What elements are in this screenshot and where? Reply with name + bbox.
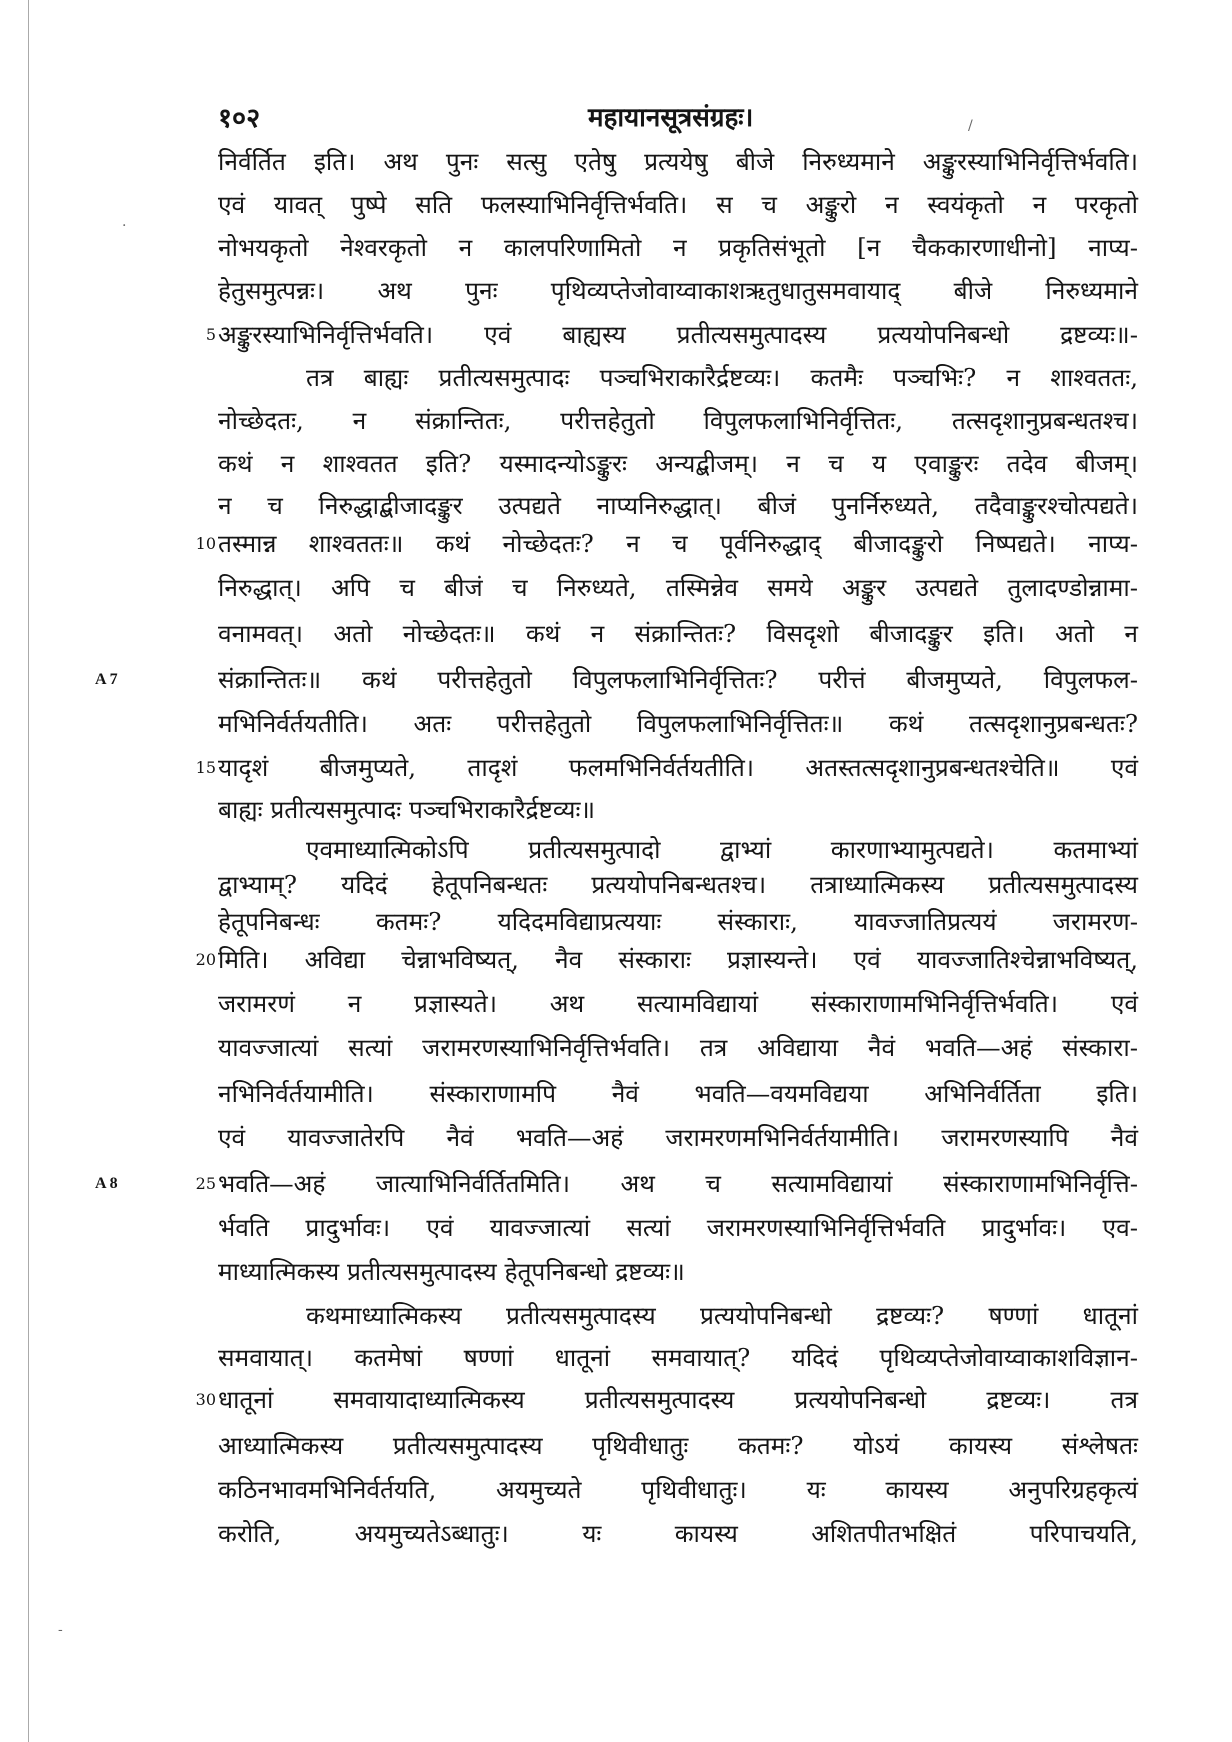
text-line: निर्वर्तित इति। अथ पुनः सत्सु एतेषु प्रत्ययेषु बीजे निरुध्यमाने अङ्कुरस्याभिनिर्वृत्तिर्भवति।: [218, 147, 1138, 176]
text-line: भवति—अहं जात्याभिनिर्वर्तितमिति। अथ च सत्यामविद्यायां संस्काराणामभिनिर्वृत्ति-: [218, 1169, 1138, 1198]
text-line: एवमाध्यात्मिकोऽपि प्रतीत्यसमुत्पादो द्वाभ्यां कारणाभ्यामुत्पद्यते। कतमाभ्यां: [306, 835, 1138, 864]
text-line: एवं यावज्जातेरपि नैवं भवति—अहं जरामरणमभिनिर्वर्तयामीति। जरामरणस्यापि नैवं: [218, 1123, 1138, 1152]
text-line: वनामवत्। अतो नोच्छेदतः॥ कथं न संक्रान्तितः? विसदृशो बीजादङ्कुर इति। अतो न: [218, 619, 1138, 648]
text-line: हेतूपनिबन्धः कतमः? यदिदमविद्याप्रत्ययाः संस्काराः, यावज्जातिप्रत्ययं जरामरण-: [218, 907, 1138, 936]
text-line: यादृशं बीजमुप्यते, तादृशं फलमभिनिर्वर्तयतीति। अतस्तत्सदृशानुप्रबन्धतश्चेति॥ एवं: [218, 753, 1138, 782]
text-line: कठिनभावमभिनिर्वर्तयति, अयमुच्यते पृथिवीधातुः। यः कायस्य अनुपरिग्रहकृत्यं: [218, 1475, 1138, 1504]
line-number: 20: [195, 950, 216, 969]
text-line: निरुद्धात्। अपि च बीजं च निरुध्यते, तस्मिन्नेव समये अङ्कुर उत्पद्यते तुलादण्डोन्नामा-: [218, 573, 1138, 602]
text-line: कथं न शाश्वतत इति? यस्मादन्योऽङ्कुरः अन्यद्बीजम्। न च य एवाङ्कुरः तदेव बीजम्।: [218, 449, 1138, 478]
text-line: करोति, अयमुच्यतेऽब्धातुः। यः कायस्य अशितपीतभक्षितं परिपाचयति,: [218, 1519, 1138, 1548]
page-header: [218, 98, 1138, 138]
text-line: र्भवति प्रादुर्भावः। एवं यावज्जात्यां सत्यां जरामरणस्याभिनिर्वृत्तिर्भवति प्रादुर्भावः। एव-: [218, 1213, 1138, 1242]
margin-ref-a7: A 7: [95, 671, 118, 688]
text-line: यावज्जात्यां सत्यां जरामरणस्याभिनिर्वृत्तिर्भवति। तत्र अविद्याया नैवं भवति—अहं संस्कारा-: [218, 1033, 1138, 1062]
text-line: कथमाध्यात्मिकस्य प्रतीत्यसमुत्पादस्य प्रत्ययोपनिबन्धो द्रष्टव्यः? षण्णां धातूनां: [306, 1301, 1138, 1330]
text-line: नभिनिर्वर्तयामीति। संस्काराणामपि नैवं भवति—वयमविद्यया अभिनिर्वर्तिता इति।: [218, 1079, 1138, 1108]
text-line: एवं यावत् पुष्पे सति फलस्याभिनिर्वृत्तिर्भवति। स च अङ्कुरो न स्वयंकृतो न परकृतो: [218, 190, 1138, 219]
text-line: अङ्कुरस्याभिनिर्वृत्तिर्भवति। एवं बाह्यस्य प्रतीत्यसमुत्पादस्य प्रत्ययोपनिबन्धो द्रष्टव्यः॥-: [218, 320, 1138, 349]
line-number: 5: [205, 325, 216, 344]
text-line: नोच्छेदतः, न संक्रान्तितः, परीत्तहेतुतो विपुलफलाभिनिर्वृत्तितः, तत्सदृशानुप्रबन्धतश्च।: [218, 406, 1138, 435]
text-line: धातूनां समवायादाध्यात्मिकस्य प्रतीत्यसमुत्पादस्य प्रत्ययोपनिबन्धो द्रष्टव्यः। तत्र: [218, 1385, 1138, 1414]
scan-speck: /: [968, 118, 973, 134]
running-title: महायानसूत्रसंग्रहः।: [588, 103, 754, 133]
text-line: नोभयकृतो नेश्वरकृतो न कालपरिणामितो न प्रकृतिसंभूतो [न चैककारणाधीनो] नाप्य-: [218, 233, 1138, 262]
text-line: न च निरुद्धाद्बीजादङ्कुर उत्पद्यते नाप्यनिरुद्धात्। बीजं पुनर्निरुध्यते, तदैवाङ्कुरश्चोत्पद्यते।: [218, 491, 1138, 520]
text-line: संक्रान्तितः॥ कथं परीत्तहेतुतो विपुलफलाभिनिर्वृत्तितः? परीत्तं बीजमुप्यते, विपुलफल-: [218, 665, 1138, 694]
text-line: हेतुसमुत्पन्नः। अथ पुनः पृथिव्यप्तेजोवाय्वाकाशऋतुधातुसमवायाद् बीजे निरुध्यमाने: [218, 276, 1138, 305]
text-line: माध्यात्मिकस्य प्रतीत्यसमुत्पादस्य हेतूपनिबन्धो द्रष्टव्यः॥: [218, 1257, 685, 1286]
text-line: मभिनिर्वर्तयतीति। अतः परीत्तहेतुतो विपुलफलाभिनिर्वृत्तितः॥ कथं तत्सदृशानुप्रबन्धतः?: [218, 709, 1138, 738]
text-line: समवायात्। कतमेषां षण्णां धातूनां समवायात्? यदिदं पृथिव्यप्तेजोवाय्वाकाशविज्ञान-: [218, 1343, 1138, 1372]
scan-speck: ·: [122, 218, 127, 234]
page-number: १०२: [218, 103, 261, 134]
text-line: आध्यात्मिकस्य प्रतीत्यसमुत्पादस्य पृथिवीधातुः कतमः? योऽयं कायस्य संश्लेषतः: [218, 1431, 1138, 1460]
text-line: तत्र बाह्यः प्रतीत्यसमुत्पादः पञ्चभिराकारैर्द्रष्टव्यः। कतमैः पञ्चभिः? न शाश्वततः,: [306, 363, 1138, 392]
text-line: तस्मान्न शाश्वततः॥ कथं नोच्छेदतः? न च पूर्वनिरुद्धाद् बीजादङ्कुरो निष्पद्यते। नाप्य-: [218, 529, 1138, 558]
line-number: 25: [195, 1174, 216, 1193]
scan-speck: -: [58, 1622, 63, 1638]
text-line: जरामरणं न प्रज्ञास्यते। अथ सत्यामविद्यायां संस्काराणामभिनिर्वृत्तिर्भवति। एवं: [218, 989, 1138, 1018]
text-line: द्वाभ्याम्? यदिदं हेतूपनिबन्धतः प्रत्ययोपनिबन्धतश्च। तत्राध्यात्मिकस्य प्रतीत्यसमुत्पादस्य: [218, 870, 1138, 899]
text-line: बाह्यः प्रतीत्यसमुत्पादः पञ्चभिराकारैर्द्रष्टव्यः॥: [218, 795, 596, 824]
line-number: 10: [195, 534, 216, 553]
margin-ref-a8: A 8: [95, 1175, 118, 1192]
text-line: मिति। अविद्या चेन्नाभविष्यत्, नैव संस्काराः प्रज्ञास्यन्ते। एवं यावज्जातिश्चेन्नाभविष्यत्,: [218, 945, 1138, 974]
line-number: 15: [195, 758, 216, 777]
line-number: 30: [195, 1390, 216, 1409]
scan-edge-rule: [28, 0, 29, 1742]
